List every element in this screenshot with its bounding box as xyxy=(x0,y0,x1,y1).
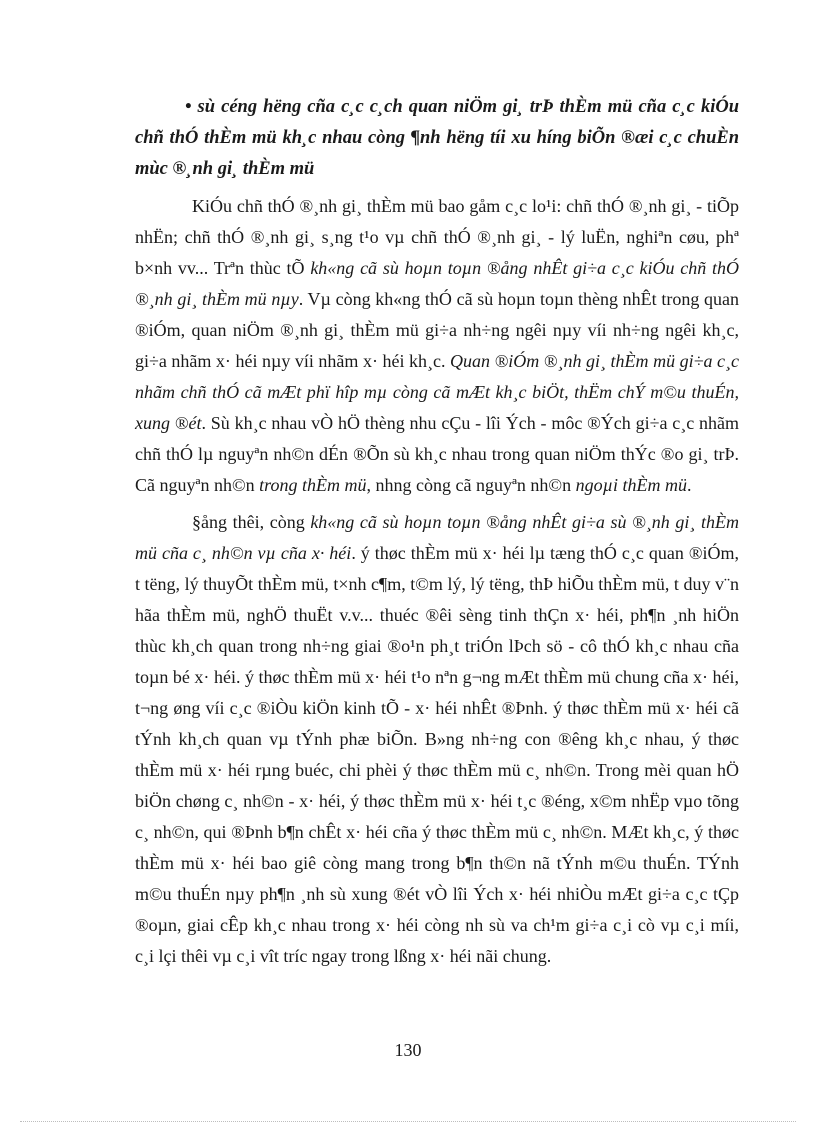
paragraph-1-text: , nhng còng cã nguyªn nh©n xyxy=(366,475,576,495)
paragraph-1-italic: Quan ®iÓm ®¸nh gi¸ thÈm mü gi÷a c¸c nhãm chñ thÓ cã mÆt phï hîp mµ còng cã mÆt kh¸c biÖt, thËm chÝ m©u thuÉn, xung ®ét xyxy=(135,351,739,433)
paragraph-1-italic: ngoµi thÈm mü xyxy=(575,475,687,495)
paragraph-1-text: . xyxy=(686,475,692,495)
paragraph-1-text: . Vµ còng kh«ng thÓ cã sù hoµn toµn thèng nhÊt trong quan ®iÓm, quan niÖm ®¸nh gi¸ thÈm mü gi÷a nh÷ng ngêi nµy víi nh÷ng ngêi kh¸c, gi÷a nhãm x· héi nµy víi nhãm x· héi kh¸c. xyxy=(135,289,739,371)
page-content xyxy=(135,92,739,978)
paragraph-1-italic: trong thÈm mü xyxy=(259,475,367,495)
paragraph-2 xyxy=(135,507,739,972)
paragraph-1 xyxy=(135,191,739,501)
paragraph-2-text: §ång thêi, còng xyxy=(192,512,311,532)
paragraph-2-italic: kh«ng cã sù hoµn toµn ®ång nhÊt gi÷a sù ®¸nh gi¸ thÈm mü cña c¸ nh©n vµ cña x· héi xyxy=(135,512,739,563)
paragraph-2-text: . ý thøc thÈm mü x· héi lµ tæng thÓ c¸c quan ®iÓm, t tëng, lý thuyÕt thÈm mü, t×nh c¶m, t©m lý, lý tëng, thÞ hiÕu thÈm mü, t duy v¨n hãa thÈm mü, nghÖ thuËt v.v... thuéc ®êi sèng tinh thÇn x· héi, ph¶n ¸nh hiÖn thùc kh¸ch quan trong nh÷ng giai ®o¹n ph¸t triÓn lÞch sö - cô thÓ kh¸c nhau cña toµn bé x· héi. ý thøc thÈm mü x· héi t¹o nªn g¬ng mÆt thÈm mü chung cña x· héi, t¬ng øng víi c¸c ®iÒu kiÖn kinh tÕ - x· héi nhÊt ®Þnh. ý thøc thÈm mü x· héi cã tÝnh kh¸ch quan vµ tÝnh phæ biÕn. B»ng nh÷ng con ®êng kh¸c nhau, ý thøc thÈm mü x· héi rµng buéc, chi phèi ý thøc thÈm mü c¸ nh©n. Trong mèi quan hÖ biÖn chøng c¸ nh©n - x· héi, ý thøc thÈm mü x· héi t¸c ®éng, x©m nhËp vµo tõng c¸ nh©n, qui ®Þnh b¶n chÊt x· héi cña ý thøc thÈm mü c¸ nh©n. MÆt kh¸c, ý thøc thÈm mü x· héi bao giê còng mang trong b¶n th©n nã tÝnh m©u thuÉn. TÝnh m©u thuÉn nµy ph¶n ¸nh sù xung ®ét vÒ lîi Ých x· héi nhiÒu mÆt gi÷a c¸c tÇp ®oµn, giai cÊp kh¸c nhau trong x· héi còng nh sù va ch¹m gi÷a c¸i cò vµ c¸i míi, c¸i lçi thêi vµ c¸i vît tríc ngay trong lßng x· héi nãi chung. xyxy=(135,543,739,966)
paragraph-1-italic: kh«ng cã sù hoµn toµn ®ång nhÊt gi÷a c¸c kiÓu chñ thÓ ®¸nh gi¸ thÈm mü nµy xyxy=(135,258,739,309)
page-number: 130 xyxy=(394,1040,422,1060)
section-heading: • sù céng hëng cña c¸c c¸ch quan niÖm gi¸ trÞ thÈm mü cña c¸c kiÓu chñ thÓ thÈm mü kh¸c nhau còng ¶nh hëng tíi xu híng biÕn ®æi c¸c chuÈn mùc ®¸nh gi¸ thÈm mü xyxy=(135,97,739,179)
paragraph-1-text: . Sù kh¸c nhau vÒ hÖ thèng nhu cÇu - lîi Ých - môc ®Ých gi÷a c¸c nhãm chñ thÓ lµ nguyªn nh©n dÉn ®Õn sù kh¸c nhau trong quan niÖm thÝc ®o gi¸ trÞ. Cã nguyªn nh©n xyxy=(135,413,740,495)
page-bottom-divider xyxy=(20,1121,796,1122)
paragraph-1-text: KiÓu chñ thÓ ®¸nh gi¸ thÈm mü bao gåm c¸c lo¹i: chñ thÓ ®¸nh gi¸ - tiÕp nhËn; chñ thÓ ®¸nh gi¸ s¸ng t¹o vµ chñ thÓ ®¸nh gi¸ - lý luËn, nghiªn cøu, phª b×nh vv... Trªn thùc tÕ xyxy=(135,196,739,278)
